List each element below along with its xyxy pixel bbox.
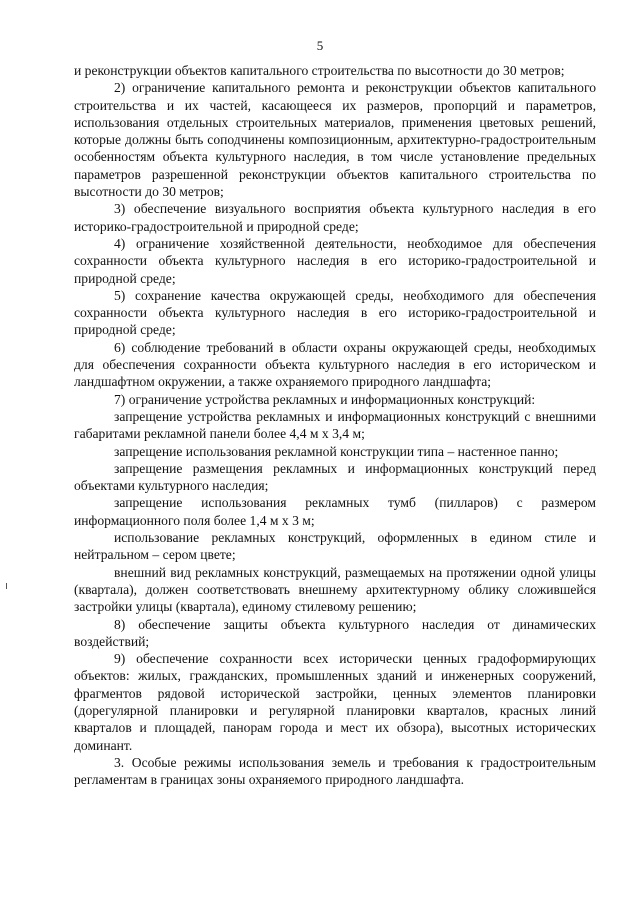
paragraph-continuation: и реконструкции объектов капитального строительства по высотности до 30 метров; — [74, 63, 565, 78]
paragraph-ad-style: использование рекламных конструкций, оформленных в едином стиле и нейтральном – сером цвете; — [74, 530, 596, 563]
paragraph-item-2: 2) ограничение капитального ремонта и реконструкции объектов капитального строительства и их частей, касающееся их размеров, пропорций и параметров, использования отдельных строительных материалов, применения цветовых решений, которые должны быть соподчинены композиционным, архитектурно-градостроительным особенностям объекта культурного наследия, в том числе установление предельных параметров разрешенной реконструкции объектов капитального строительства по высотности до 30 метров; — [74, 80, 596, 200]
document-body — [74, 62, 596, 788]
page-number: 5 — [316, 38, 324, 53]
paragraph-ad-wall-panel: запрещение использования рекламной конструкции типа – настенное панно; — [114, 443, 559, 459]
paragraph-section-3: 3. Особые режимы использования земель и требования к градостроительным регламентам в границах зоны охраняемого природного ландшафта. — [74, 754, 596, 788]
margin-mark — [6, 583, 7, 589]
paragraph-item-5: 5) сохранение качества окружающей среды, необходимого для обеспечения сохранности объекта культурного наследия в его историко-градостроительной и природной среде; — [74, 287, 596, 338]
paragraph-item-9: 9) обеспечение сохранности всех исторически ценных градоформирующих объектов: жилых, гражданских, промышленных зданий и инженерных сооружений, фрагментов рядовой исторической застройки, ценных элементов планировки (дорегулярной планировки и регулярной планировки кварталов, красных линий кварталов и площадей, панорам города и мест их обзора), высотных исторических доминант. — [74, 651, 596, 753]
paragraph-ad-panel-size: запрещение устройства рекламных и информационных конструкций с внешними габаритами рекламной панели более 4,4 м х 3,4 м; — [74, 408, 596, 442]
paragraph-item-7: 7) ограничение устройства рекламных и информационных конструкций: — [114, 391, 536, 407]
paragraph-item-6: 6) соблюдение требований в области охраны окружающей среды, необходимых для обеспечения сохранности объекта культурного наследия в его историческом и ландшафтном окружении, а также охраняемого природного ландшафта; — [74, 339, 596, 390]
paragraph-ad-pillars: запрещение использования рекламных тумб (пилларов) с размером информационного поля более 1,4 м х 3 м; — [74, 495, 596, 528]
paragraph-item-8: 8) обеспечение защиты объекта культурного наследия от динамических воздействий; — [74, 616, 596, 649]
paragraph-item-4: 4) ограничение хозяйственной деятельности, необходимое для обеспечения сохранности объекта культурного наследия в его историко-градостроительной и природной среде; — [74, 235, 596, 286]
paragraph-ad-appearance: внешний вид рекламных конструкций, размещаемых на протяжении одной улицы (квартала), должен соответствовать внешнему архитектурному облику сложившейся застройки улицы (квартала), единому стилевому решению; — [74, 564, 596, 615]
paragraph-ad-placement: запрещение размещения рекламных и информационных конструкций перед объектами культурного наследия; — [74, 460, 596, 494]
paragraph-item-3: 3) обеспечение визуального восприятия объекта культурного наследия в его историко-градостроительной и природной среде; — [74, 201, 596, 234]
